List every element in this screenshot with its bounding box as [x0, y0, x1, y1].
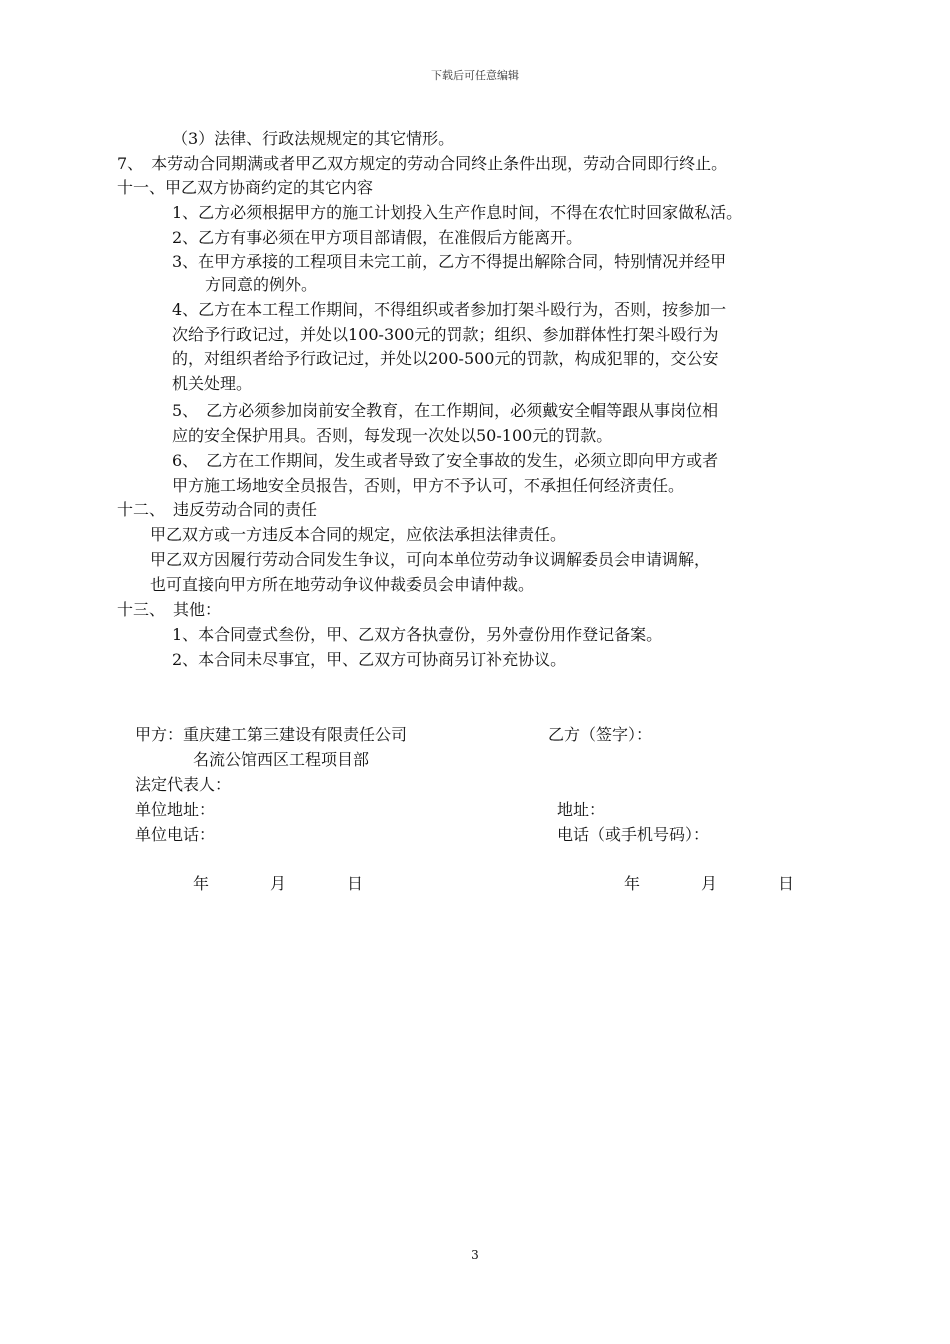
page-header: 下载后可任意编辑 [431, 69, 519, 82]
section-13-item-1: 1、本合同壹式叁份，甲、乙双方各执壹份，另外壹份用作登记备案。 [172, 625, 663, 644]
section-11-item-2: 2、乙方有事必须在甲方项目部请假，在准假后方能离开。 [172, 228, 583, 247]
section-11-item-5-line-2: 应的安全保护用具。否则，每发现一次处以50-100元的罚款。 [172, 426, 613, 445]
section-13-item-2: 2、本合同未尽事宜，甲、乙双方可协商另订补充协议。 [172, 650, 567, 669]
clause-item-3: （3）法律、行政法规规定的其它情形。 [172, 129, 455, 148]
party-a-name: 甲方：重庆建工第三建设有限责任公司 [135, 725, 408, 744]
party-b-phone: 电话（或手机号码）： [557, 825, 710, 844]
section-11-item-3-line-1: 3、在甲方承接的工程项目未完工前，乙方不得提出解除合同，特别情况并经甲 [172, 252, 727, 271]
party-a-year: 年 [193, 874, 210, 893]
party-a-department: 名流公馆西区工程项目部 [193, 750, 370, 769]
section-12-para-2-line-2: 也可直接向甲方所在地劳动争议仲裁委员会申请仲裁。 [150, 575, 535, 594]
clause-7: 7、 本劳动合同期满或者甲乙双方规定的劳动合同终止条件出现，劳动合同即行终止。 [117, 154, 728, 173]
section-12-title: 十二、 违反劳动合同的责任 [117, 500, 318, 519]
section-11-item-1: 1、乙方必须根据甲方的施工计划投入生产作息时间，不得在农忙时回家做私活。 [172, 203, 743, 222]
section-11-item-4-line-4: 机关处理。 [172, 374, 253, 393]
party-b-address: 地址： [557, 800, 606, 819]
section-13-title: 十三、 其他： [117, 600, 222, 619]
party-a-address: 单位地址： [135, 800, 216, 819]
party-a-month: 月 [270, 874, 287, 893]
section-12-para-2-line-1: 甲乙双方因履行劳动合同发生争议，可向本单位劳动争议调解委员会申请调解， [150, 550, 711, 569]
party-a-day: 日 [347, 874, 364, 893]
section-11-item-4-line-2: 次给予行政记过，并处以100-300元的罚款；组织、参加群体性打架斗殴行为 [172, 325, 719, 344]
section-11-title: 十一、甲乙双方协商约定的其它内容 [117, 178, 374, 197]
section-11-item-6-line-2: 甲方施工场地安全员报告，否则，甲方不予认可，不承担任何经济责任。 [172, 476, 685, 495]
party-b-day: 日 [778, 874, 795, 893]
party-b-signature: 乙方（签字）： [548, 725, 653, 744]
section-11-item-4-line-1: 4、乙方在本工程工作期间，不得组织或者参加打架斗殴行为，否则，按参加一 [172, 300, 727, 319]
section-11-item-6-line-1: 6、 乙方在工作期间，发生或者导致了安全事故的发生，必须立即向甲方或者 [172, 451, 719, 470]
page-number: 3 [471, 1248, 479, 1262]
legal-representative: 法定代表人： [135, 775, 232, 794]
party-a-phone: 单位电话： [135, 825, 216, 844]
party-b-year: 年 [624, 874, 641, 893]
section-12-para-1: 甲乙双方或一方违反本合同的规定，应依法承担法律责任。 [150, 525, 567, 544]
section-11-item-3-line-2: 方同意的例外。 [205, 275, 318, 294]
section-11-item-5-line-1: 5、 乙方必须参加岗前安全教育，在工作期间，必须戴安全帽等跟从事岗位相 [172, 401, 719, 420]
section-11-item-4-line-3: 的，对组织者给予行政记过，并处以200-500元的罚款，构成犯罪的，交公安 [172, 349, 719, 368]
party-b-month: 月 [701, 874, 718, 893]
